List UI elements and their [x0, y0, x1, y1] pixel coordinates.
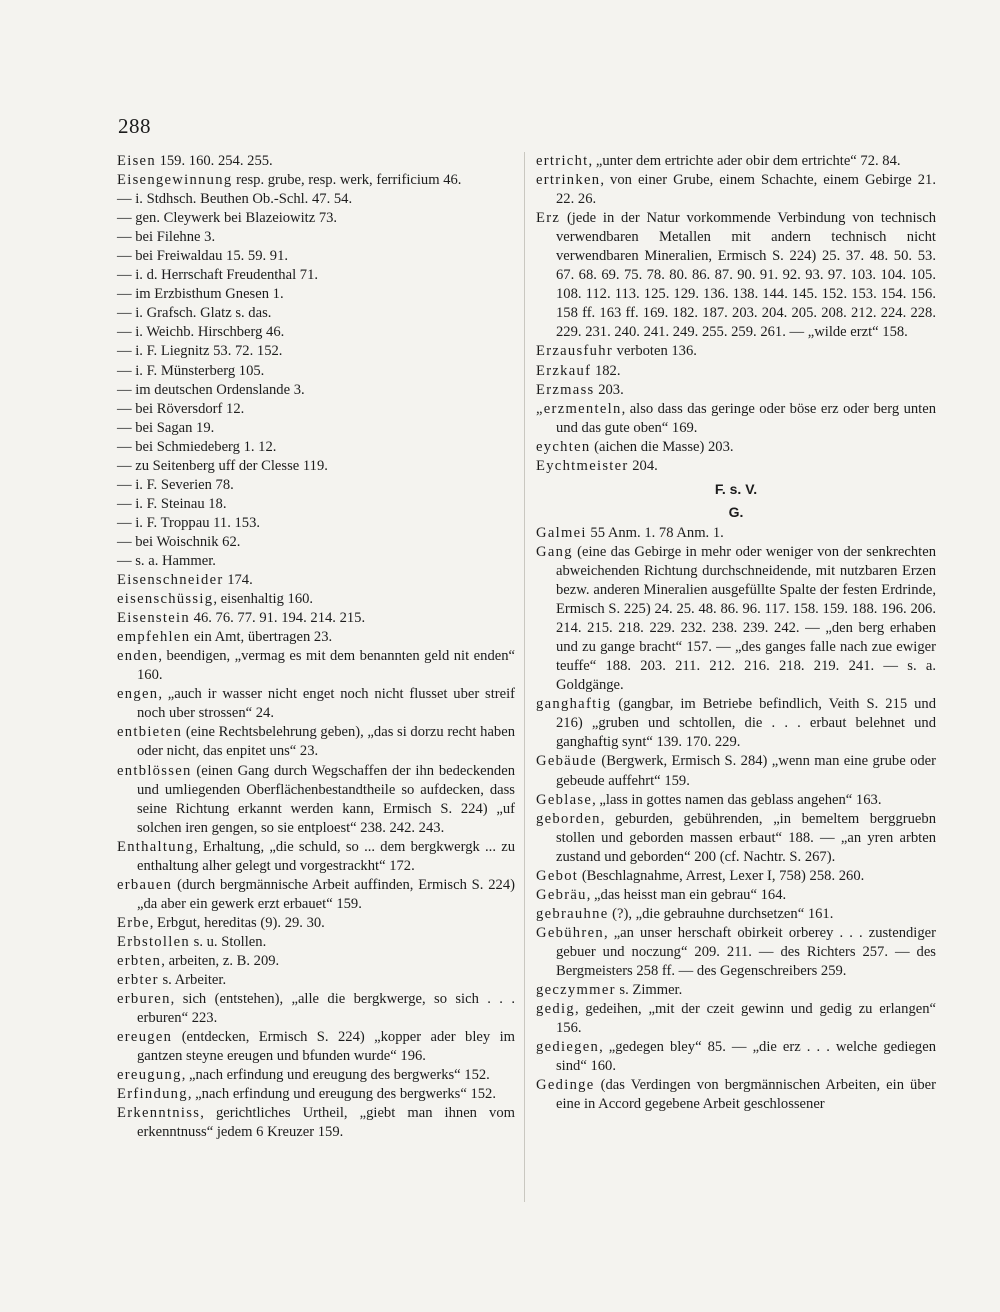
- index-entry: [117, 647, 515, 685]
- entry-text: (einen Gang durch Wegschaffen der ihn bedeckenden und umliegenden Oberflächenbestandtheile so aufdecken, dass seine Richtung erkannt werden kann, Ermisch S. 224) „uf solchen iren gengen, so sie entploest“ 238. 242. 243.: [137, 762, 515, 836]
- section-heading: F. s. V.: [714, 480, 758, 497]
- index-entry: [536, 924, 936, 981]
- entry-text: (entdecken, Ermisch S. 224) „kopper ader bley im gantzen steyne ereugen und bfunden wurde“ 196.: [137, 1029, 515, 1065]
- entry-text: (eine Rechtsbelehrung geben), „das si dorzu recht haben oder nicht, das enpitet uns“ 23.: [137, 724, 515, 760]
- sub-entry: — bei Woischnik 62.: [117, 533, 241, 550]
- entry-headword: Galmei: [536, 524, 587, 541]
- index-entry: [117, 838, 515, 876]
- index-entry: [536, 457, 936, 476]
- entry-text: (Beschlagnahme, Arrest, Lexer I, 758) 258. 260.: [578, 867, 865, 884]
- entry-text: , „nach erfindung und ereugung des bergwerks“ 152.: [187, 1086, 497, 1103]
- entry-text: , beendigen, „vermag es mit dem benannten geld nit enden“ 160.: [137, 648, 515, 684]
- sub-entry: — bei Schmiedeberg 1. 12.: [117, 438, 277, 455]
- entry-text: , „an unser herschaft obirkeit orberey . . . zustendiger gebuer und noczung“ 209. 211. — des Richters 257. — des Bergmeisters 258 ff. — des Gegenschreibers 259.: [556, 924, 936, 979]
- index-entry: [117, 1085, 515, 1104]
- entry-text: (jede in der Natur vorkommende Verbindung von technisch verwendbaren Metallen mit andern technisch nicht verwendbaren Mineralien, Ermisch S. 224) 25. 37. 48. 50. 53. 67. 68. 69. 75. 78. 80. 86. 87. 90. 91. 92. 93. 97. 103. 104. 105. 108. 112. 113. 125. 129. 136. 138. 144. 145. 152. 153. 154. 156. 158 ff. 163 ff. 169. 182. 187. 203. 204. 205. 208. 212. 224. 228. 229. 231. 240. 241. 249. 255. 259. 261. — „wilde erzt“ 158.: [556, 210, 936, 341]
- entry-headword: Gang: [536, 543, 573, 560]
- entry-headword: erbauen: [117, 876, 173, 893]
- entry-text: , geburden, gebührenden, „in bemeltem berggruebn stollen und geborden massen erbaut“ 188. — „an yren arbten zustand und geborden“ 200 (cf. Nachtr. S. 267).: [556, 810, 936, 865]
- entry-headword: Gebot: [536, 867, 579, 884]
- right-column: [536, 152, 936, 1114]
- entry-text: , „nach erfindung und ereugung des bergwerks“ 152.: [181, 1067, 490, 1084]
- index-entry: [536, 171, 936, 209]
- index-entry: [536, 209, 936, 342]
- entry-headword: gebrauhne: [536, 905, 609, 922]
- entry-text: , „das heisst man ein gebrau“ 164.: [586, 886, 787, 903]
- index-entry: [117, 571, 515, 590]
- entry-headword: eisenschüssig: [117, 591, 214, 608]
- index-entry: [117, 609, 515, 628]
- index-entry: [117, 171, 515, 190]
- sub-entry: — i. F. Münsterberg 105.: [117, 362, 265, 379]
- index-entry: [536, 1038, 936, 1076]
- entry-text: verboten 136.: [613, 343, 697, 360]
- entry-text: s. Zimmer.: [615, 982, 683, 999]
- index-entry: [536, 867, 936, 886]
- index-entry: [536, 152, 936, 171]
- entry-headword: Gebäude: [536, 753, 597, 770]
- entry-headword: ereugung: [117, 1067, 182, 1084]
- entry-text: resp. grube, resp. werk, ferrificium 46.: [232, 172, 462, 189]
- index-entry: [117, 152, 515, 171]
- index-entry: [536, 381, 936, 400]
- index-entry: [536, 342, 936, 361]
- index-entry: [117, 723, 515, 761]
- entry-headword: Gebräu: [536, 886, 587, 903]
- entry-text: , arbeiten, z. B. 209.: [161, 952, 280, 969]
- entry-headword: Erkenntniss: [117, 1105, 201, 1122]
- entry-text: , „unter dem ertrichte ader obir dem ertrichte“ 72. 84.: [588, 153, 901, 169]
- entry-headword: ertrinken: [536, 172, 601, 189]
- index-entry: [536, 695, 936, 752]
- entry-text: , sich (entstehen), „alle die bergkwerge, so sich . . . erburen“ 223.: [137, 991, 515, 1027]
- index-entry: [536, 810, 936, 867]
- entry-text: (Bergwerk, Ermisch S. 284) „wenn man eine grube oder gebeude auffehrt“ 159.: [556, 753, 936, 789]
- entry-text: (?), „die gebrauhne durchsetzen“ 161.: [608, 905, 834, 922]
- index-entry: [536, 1076, 936, 1114]
- entry-headword: ganghaftig: [536, 696, 612, 713]
- index-entry: [117, 952, 515, 971]
- index-entry: [536, 524, 936, 543]
- index-entry: [536, 752, 936, 790]
- entry-text: (das Verdingen von bergmännischen Arbeiten, ein über eine in Accord gegebene Arbeit geschlossener: [556, 1077, 936, 1113]
- index-entry: [117, 971, 515, 990]
- entry-headword: geczymmer: [536, 982, 616, 999]
- index-entry: [117, 628, 515, 647]
- index-entry: [536, 362, 936, 381]
- entry-text: 174.: [223, 572, 253, 589]
- index-entry: [536, 400, 936, 438]
- index-entry: [117, 762, 515, 838]
- entry-headword: Erbstollen: [117, 933, 190, 950]
- entry-headword: Gedinge: [536, 1077, 595, 1094]
- entry-text: 159. 160. 254. 255.: [155, 153, 273, 169]
- entry-headword: engen: [117, 686, 159, 703]
- entry-headword: ertricht: [536, 153, 589, 169]
- entry-text: s. u. Stollen.: [190, 933, 267, 950]
- entry-headword: entblössen: [117, 762, 192, 779]
- entry-text: , „lass in gottes namen das geblass angehen“ 163.: [592, 791, 882, 808]
- index-entry: [536, 886, 936, 905]
- index-entry: [117, 1028, 515, 1066]
- entry-text: , gedeihen, „mit der czeit gewinn und gedig zu erlangen“ 156.: [556, 1001, 936, 1037]
- page-number: 288: [118, 114, 151, 138]
- sub-entry: — i. F. Liegnitz 53. 72. 152.: [117, 343, 283, 360]
- entry-text: ein Amt, übertragen 23.: [190, 629, 333, 646]
- entry-text: (aichen die Masse) 203.: [590, 438, 734, 455]
- entry-headword: Enthaltung: [117, 838, 195, 855]
- entry-headword: Erz: [536, 210, 561, 227]
- sub-entry: — bei Sagan 19.: [117, 419, 215, 436]
- entry-headword: Eisen: [117, 153, 156, 169]
- index-entry: [117, 933, 515, 952]
- entry-headword: gedig: [536, 1001, 575, 1018]
- entry-headword: Erzkauf: [536, 362, 592, 379]
- entry-text: (gangbar, im Betriebe befindlich, Veith S. 215 und 216) „gruben und schtollen, die . . . erbaut belehnet und ganghaftig synt“ 139. 170. 229.: [556, 696, 936, 751]
- index-entry: [117, 1066, 515, 1085]
- entry-text: 182.: [591, 362, 621, 379]
- entry-headword: erburen: [117, 991, 171, 1008]
- left-column: [117, 152, 515, 1142]
- entry-headword: erbten: [117, 952, 162, 969]
- sub-entry: — i. Weichb. Hirschberg 46.: [117, 324, 285, 341]
- sub-entry: — i. Grafsch. Glatz s. das.: [117, 305, 272, 322]
- index-entry: [117, 685, 515, 723]
- entry-headword: geborden: [536, 810, 601, 827]
- sub-entry: — i. F. Steinau 18.: [117, 495, 227, 512]
- entry-text: s. Arbeiter.: [158, 972, 227, 989]
- entry-headword: Erzmass: [536, 381, 595, 398]
- entry-headword: eychten: [536, 438, 591, 455]
- entry-headword: Eisenschneider: [117, 572, 224, 589]
- sub-entry: — i. d. Herrschaft Freudenthal 71.: [117, 267, 319, 284]
- sub-entry: — im Erzbisthum Gnesen 1.: [117, 286, 284, 303]
- entry-headword: Erbe: [117, 914, 150, 931]
- entry-headword: „erzmenteln: [536, 400, 622, 417]
- entry-text: , von einer Grube, einem Schachte, einem Gebirge 21. 22. 26.: [556, 172, 936, 208]
- entry-text: , Erbgut, hereditas (9). 29. 30.: [149, 914, 325, 931]
- entry-headword: Geblase: [536, 791, 593, 808]
- entry-headword: empfehlen: [117, 629, 191, 646]
- entry-text: 55 Anm. 1. 78 Anm. 1.: [586, 524, 724, 541]
- section-heading: G.: [728, 503, 744, 520]
- sub-entry: — i. F. Troppau 11. 153.: [117, 514, 261, 531]
- index-entry: [536, 981, 936, 1000]
- entry-headword: Eychtmeister: [536, 457, 629, 474]
- entry-text: , also dass das geringe oder böse erz oder berg unten und das gute oben“ 169.: [556, 400, 936, 436]
- index-entry: [117, 876, 515, 914]
- entry-text: (eine das Gebirge in mehr oder weniger von der senkrechten abweichenden Richtung durchschneidende, mit nutzbaren Erzen bezw. anderen Mineralien ausgefüllte Spalte der festen Erdrinde, Ermisch S. 225) 24. 25. 48. 86. 96. 117. 158. 159. 188. 196. 206. 214. 215. 218. 229. 232. 238. 239. 242. — „den berg erhaben und zu gange bracht“ 157. — „des ganges falle nach zue ewiger teuffe“ 188. 203. 211. 212. 216. 218. 219. 241. — s. a. Goldgänge.: [556, 543, 936, 694]
- sub-entry: — zu Seitenberg uff der Clesse 119.: [117, 457, 328, 474]
- entry-text: 203.: [594, 381, 624, 398]
- index-entry: [536, 438, 936, 457]
- sub-entry: — bei Freiwaldau 15. 59. 91.: [117, 248, 289, 265]
- entry-text: , „auch ir wasser nicht enget noch nicht flusset uber streif noch uber strossen“ 24.: [137, 686, 515, 722]
- entry-headword: Gebühren: [536, 924, 604, 941]
- entry-text: (durch bergmännische Arbeit auffinden, Ermisch S. 224) „da aber ein gewerk erzt erbauet“ 159.: [137, 876, 515, 912]
- entry-headword: Erzausfuhr: [536, 343, 614, 360]
- sub-entry: — i. F. Severien 78.: [117, 476, 234, 493]
- index-entry: [536, 543, 936, 695]
- index-entry: [117, 1104, 515, 1142]
- entry-headword: Eisenstein: [117, 610, 190, 627]
- sub-entry: — s. a. Hammer.: [117, 552, 216, 569]
- index-entry: [536, 791, 936, 810]
- entry-text: 46. 76. 77. 91. 194. 214. 215.: [190, 610, 366, 627]
- index-entry: [536, 905, 936, 924]
- entry-headword: Erfindung: [117, 1086, 188, 1103]
- index-entry: [536, 1000, 936, 1038]
- sub-entry: — gen. Cleywerk bei Blazeiowitz 73.: [117, 210, 338, 227]
- entry-text: , Erhaltung, „die schuld, so ... dem bergkwergk ... zu enthaltung alher gelegt und vorgestrackht“ 172.: [137, 838, 515, 874]
- index-entry: [117, 990, 515, 1028]
- sub-entry: — bei Röversdorf 12.: [117, 400, 245, 417]
- sub-entry: — bei Filehne 3.: [117, 229, 216, 246]
- entry-headword: gediegen: [536, 1039, 600, 1056]
- entry-headword: Eisengewinnung: [117, 172, 233, 189]
- sub-entry: — im deutschen Ordenslande 3.: [117, 381, 305, 398]
- index-entry: [117, 590, 515, 609]
- entry-headword: ereugen: [117, 1029, 173, 1046]
- entry-text: , gerichtliches Urtheil, „giebt man ihnen vom erkenntnuss“ jedem 6 Kreuzer 159.: [137, 1105, 515, 1141]
- entry-headword: erbter: [117, 972, 159, 989]
- index-entry: [117, 914, 515, 933]
- entry-headword: entbieten: [117, 724, 183, 741]
- entry-headword: enden: [117, 648, 159, 665]
- entry-text: , eisenhaltig 160.: [213, 591, 314, 608]
- sub-entry: — i. Stdhsch. Beuthen Ob.-Schl. 47. 54.: [117, 191, 353, 208]
- entry-text: , „gedegen bley“ 85. — „die erz . . . welche gediegen sind“ 160.: [556, 1039, 936, 1075]
- column-divider: [524, 152, 525, 1202]
- entry-text: 204.: [628, 457, 658, 474]
